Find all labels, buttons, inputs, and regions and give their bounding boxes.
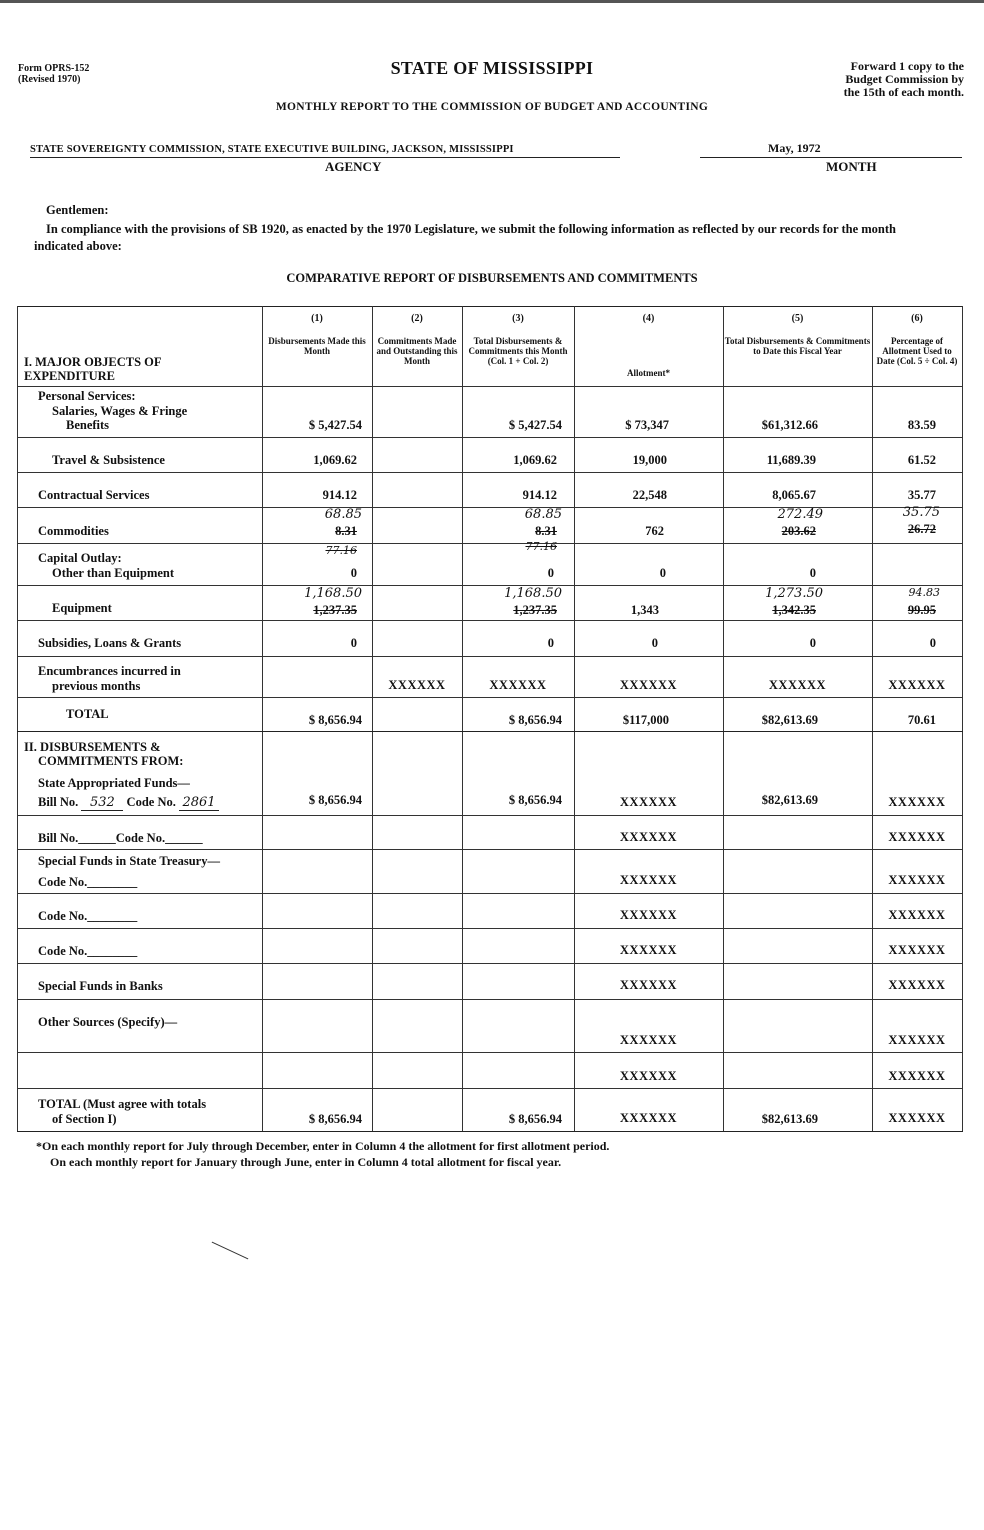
treasury-col6: XXXXXX bbox=[888, 873, 946, 887]
code2-col6: XXXXXX bbox=[888, 908, 946, 922]
row-divider bbox=[17, 1052, 963, 1053]
bill-blank-col6: XXXXXX bbox=[888, 830, 946, 844]
col-num: (2) bbox=[411, 313, 423, 324]
label-contractual: Contractual Services bbox=[38, 488, 150, 502]
commodities-col3-original: 8.31 bbox=[535, 524, 557, 538]
contractual-col4: 22,548 bbox=[632, 488, 667, 502]
col-divider bbox=[962, 306, 963, 1131]
label-travel: Travel & Subsistence bbox=[52, 453, 165, 467]
equipment-col4: 1,343 bbox=[630, 603, 659, 617]
salaries-col4: $ 73,347 bbox=[625, 418, 669, 432]
label-equipment: Equipment bbox=[52, 601, 112, 615]
label-total-section-2: TOTAL (Must agree with totals bbox=[38, 1097, 207, 1111]
label-other-than-equipment: Other than Equipment bbox=[52, 566, 175, 580]
bill-col6: XXXXXX bbox=[888, 795, 946, 809]
banks-col6: XXXXXX bbox=[888, 978, 946, 992]
col-num: (6) bbox=[911, 313, 923, 324]
equipment-col6-original: 99.95 bbox=[907, 603, 936, 617]
blank-row-col4: XXXXXX bbox=[619, 1069, 678, 1083]
encumbrances-col6: XXXXXX bbox=[888, 678, 946, 692]
equipment-col6-corrected: 94.83 bbox=[908, 586, 940, 599]
treasury-col4: XXXXXX bbox=[619, 873, 678, 887]
month-caption: MONTH bbox=[826, 159, 877, 174]
code-label: Code No. bbox=[126, 795, 176, 809]
row-divider bbox=[17, 815, 963, 816]
forward-line-3: the 15th of each month. bbox=[843, 85, 964, 99]
salaries-col1: $ 5,427.54 bbox=[308, 418, 362, 432]
equipment-col1-original: 1,237.35 bbox=[313, 603, 357, 617]
col-header-2 bbox=[373, 314, 461, 366]
col-label: Disbursements Made this Month bbox=[268, 336, 366, 356]
capital-col3-struck: 77.16 bbox=[525, 540, 557, 553]
form-number: Form OPRS-152 bbox=[18, 63, 90, 74]
other-col6: XXXXXX bbox=[888, 1033, 946, 1047]
row-divider bbox=[17, 893, 963, 894]
equipment-col3-corrected: 1,168.50 bbox=[504, 586, 562, 601]
subsidies-col1: 0 bbox=[350, 636, 357, 650]
label-benefits: Benefits bbox=[66, 418, 110, 432]
agency-underline bbox=[30, 157, 620, 158]
label-bill-blank: Bill No.______Code No.______ bbox=[38, 831, 203, 845]
equipment-col3-original: 1,237.35 bbox=[513, 603, 557, 617]
bill-label: Bill No. bbox=[38, 795, 79, 809]
label-subsidies: Subsidies, Loans & Grants bbox=[38, 636, 182, 650]
forward-instructions bbox=[844, 60, 964, 99]
contractual-col1: 914.12 bbox=[322, 488, 357, 502]
form-revision: (Revised 1970) bbox=[18, 74, 81, 85]
subsidies-col3: 0 bbox=[547, 636, 554, 650]
code3-col6: XXXXXX bbox=[888, 943, 946, 957]
col-label: Total Disbursements & Commitments this Month (Col. 1 + Col. 2) bbox=[468, 336, 568, 366]
col-label: Total Disbursements & Commitments to Date this Fiscal Year bbox=[724, 336, 871, 356]
other-col4: XXXXXX bbox=[619, 1033, 678, 1047]
section-divider bbox=[17, 731, 963, 732]
commodities-col5-corrected: 272.49 bbox=[777, 507, 823, 522]
commodities-col3-corrected: 68.85 bbox=[524, 507, 562, 522]
forward-line-2: Budget Commission by bbox=[845, 72, 964, 86]
capital-col5: 0 bbox=[809, 566, 816, 580]
travel-col3: 1,069.62 bbox=[513, 453, 557, 467]
row-divider bbox=[17, 1088, 963, 1089]
label-code-blank-3: Code No.________ bbox=[38, 944, 138, 958]
equipment-col1-corrected: 1,168.50 bbox=[304, 586, 362, 601]
label-special-treasury: Special Funds in State Treasury— bbox=[38, 854, 220, 868]
col-num: (5) bbox=[791, 313, 804, 324]
label-personal-services: Personal Services: bbox=[38, 389, 136, 403]
col-header-4 bbox=[575, 314, 722, 378]
commodities-col5-original: 203.62 bbox=[781, 524, 816, 538]
total-col3: $ 8,656.94 bbox=[508, 713, 562, 727]
commodities-col1-original: 8.31 bbox=[335, 524, 357, 538]
commodities-col6-corrected: 35.75 bbox=[902, 505, 940, 520]
capital-col4: 0 bbox=[659, 566, 666, 580]
commodities-col1-corrected: 68.85 bbox=[324, 507, 362, 522]
label-code-blank-1: Code No.________ bbox=[38, 875, 138, 889]
section-2-title-line1: II. DISBURSEMENTS & bbox=[24, 740, 161, 754]
row-divider bbox=[17, 999, 963, 1000]
row-divider bbox=[17, 472, 963, 473]
footnote-1: *On each monthly report for July through December, enter in Column 4 the allotment for first allotment period. bbox=[36, 1139, 610, 1153]
final-total-col4: XXXXXX bbox=[619, 1111, 678, 1125]
total-col1: $ 8,656.94 bbox=[308, 713, 362, 727]
final-total-col1: $ 8,656.94 bbox=[308, 1112, 362, 1126]
encumbrances-col5: XXXXXX bbox=[768, 678, 827, 692]
row-divider bbox=[17, 928, 963, 929]
bill-col5: $82,613.69 bbox=[761, 793, 818, 807]
agency-caption: AGENCY bbox=[325, 159, 382, 174]
col-label: Commitments Made and Outstanding this Month bbox=[376, 336, 458, 366]
label-encumbrances: Encumbrances incurred in bbox=[38, 664, 181, 678]
col-num: (3) bbox=[512, 313, 524, 324]
banks-col4: XXXXXX bbox=[619, 978, 678, 992]
row-divider bbox=[17, 437, 963, 438]
travel-col1: 1,069.62 bbox=[313, 453, 357, 467]
total-col4: $117,000 bbox=[622, 713, 669, 727]
equipment-col5-corrected: 1,273.50 bbox=[765, 586, 823, 601]
col-divider bbox=[17, 306, 18, 1131]
label-total-section-2-line2: of Section I) bbox=[52, 1112, 117, 1126]
row-divider bbox=[17, 386, 963, 387]
col-header-3 bbox=[463, 314, 573, 366]
salaries-col3: $ 5,427.54 bbox=[508, 418, 562, 432]
month-value: May, 1972 bbox=[768, 141, 821, 155]
section-2-title-line2: COMMITMENTS FROM: bbox=[38, 754, 184, 768]
total-col5: $82,613.69 bbox=[761, 713, 818, 727]
label-code-blank-2: Code No.________ bbox=[38, 909, 138, 923]
col-header-5 bbox=[724, 314, 871, 356]
section-1-title: I. MAJOR OBJECTS OF EXPENDITURE bbox=[24, 355, 162, 383]
row-divider bbox=[17, 849, 963, 850]
label-total-section-1: TOTAL bbox=[66, 707, 109, 721]
salaries-col6: 83.59 bbox=[907, 418, 936, 432]
label-commodities: Commodities bbox=[38, 524, 109, 538]
contractual-col3: 914.12 bbox=[522, 488, 557, 502]
label-other-sources: Other Sources (Specify)— bbox=[38, 1015, 178, 1029]
final-total-col6: XXXXXX bbox=[888, 1111, 946, 1125]
travel-col5: 11,689.39 bbox=[766, 453, 816, 467]
row-divider bbox=[17, 963, 963, 964]
bill-col3: $ 8,656.94 bbox=[508, 793, 562, 807]
capital-col1: 0 bbox=[350, 566, 357, 580]
label-salaries: Salaries, Wages & Fringe bbox=[52, 404, 188, 418]
page-title: STATE OF MISSISSIPPI bbox=[390, 58, 594, 78]
report-title: COMPARATIVE REPORT OF DISBURSEMENTS AND COMMITMENTS bbox=[286, 271, 698, 285]
forward-line-1: Forward 1 copy to the bbox=[850, 59, 964, 73]
greeting: Gentlemen: bbox=[46, 203, 109, 217]
row-divider bbox=[17, 620, 963, 621]
final-total-col3: $ 8,656.94 bbox=[508, 1112, 562, 1126]
bill-col1: $ 8,656.94 bbox=[308, 793, 362, 807]
footnote-2: On each monthly report for January through June, enter in Column 4 total allotment for fiscal year. bbox=[50, 1155, 562, 1169]
bill-number: 532 bbox=[81, 795, 123, 811]
total-col6: 70.61 bbox=[907, 713, 936, 727]
encumbrances-col3: XXXXXX bbox=[489, 678, 547, 692]
subsidies-col6: 0 bbox=[929, 636, 936, 650]
contractual-col5: 8,065.67 bbox=[772, 488, 816, 502]
col-label: Allotment* bbox=[627, 368, 670, 378]
col-num: (1) bbox=[311, 313, 323, 324]
label-bill-code bbox=[38, 795, 219, 811]
encumbrances-col2: XXXXXX bbox=[388, 678, 446, 692]
month-underline bbox=[700, 157, 962, 158]
contractual-col6: 35.77 bbox=[907, 488, 936, 502]
subsidies-col5: 0 bbox=[809, 636, 816, 650]
scan-edge-top bbox=[0, 0, 984, 3]
label-special-banks: Special Funds in Banks bbox=[38, 979, 163, 993]
label-capital-outlay: Capital Outlay: bbox=[38, 551, 122, 565]
commodities-col4: 762 bbox=[645, 524, 664, 538]
encumbrances-col4: XXXXXX bbox=[619, 678, 678, 692]
label-state-appropriated: State Appropriated Funds— bbox=[38, 776, 190, 790]
section-2-title bbox=[24, 740, 183, 768]
bill-col4: XXXXXX bbox=[619, 795, 678, 809]
travel-col4: 19,000 bbox=[632, 453, 667, 467]
salaries-col5: $61,312.66 bbox=[761, 418, 818, 432]
bill-blank-col4: XXXXXX bbox=[619, 830, 678, 844]
code2-col4: XXXXXX bbox=[619, 908, 678, 922]
code3-col4: XXXXXX bbox=[619, 943, 678, 957]
label-previous-months: previous months bbox=[52, 679, 141, 693]
travel-col6: 61.52 bbox=[907, 453, 936, 467]
capital-col1-struck: 77.16 bbox=[325, 544, 357, 557]
col-divider bbox=[372, 306, 373, 1131]
row-divider bbox=[17, 697, 963, 698]
scan-mark bbox=[212, 1242, 249, 1260]
col-num: (4) bbox=[642, 313, 655, 324]
report-subtitle: MONTHLY REPORT TO THE COMMISSION OF BUDGET AND ACCOUNTING bbox=[275, 101, 709, 113]
compliance-statement: In compliance with the provisions of SB 1920, as enacted by the 1970 Legislature, we submit the following information as reflected by our records for the month indicated above: bbox=[34, 222, 896, 253]
col-header-1 bbox=[263, 314, 371, 356]
col-header-6 bbox=[873, 314, 961, 366]
final-total-col5: $82,613.69 bbox=[761, 1112, 818, 1126]
code-number: 2861 bbox=[179, 795, 219, 811]
agency-value: STATE SOVEREIGNTY COMMISSION, STATE EXECUTIVE BUILDING, JACKSON, MISSISSIPPI bbox=[30, 144, 514, 155]
equipment-col5-original: 1,342.35 bbox=[772, 603, 816, 617]
row-divider bbox=[17, 656, 963, 657]
subsidies-col4: 0 bbox=[651, 636, 658, 650]
commodities-col6-original: 26.72 bbox=[907, 522, 936, 536]
col-label: Percentage of Allotment Used to Date (Col. 5 ÷ Col. 4) bbox=[876, 336, 958, 366]
capital-col3: 0 bbox=[547, 566, 554, 580]
blank-row-col6: XXXXXX bbox=[888, 1069, 946, 1083]
